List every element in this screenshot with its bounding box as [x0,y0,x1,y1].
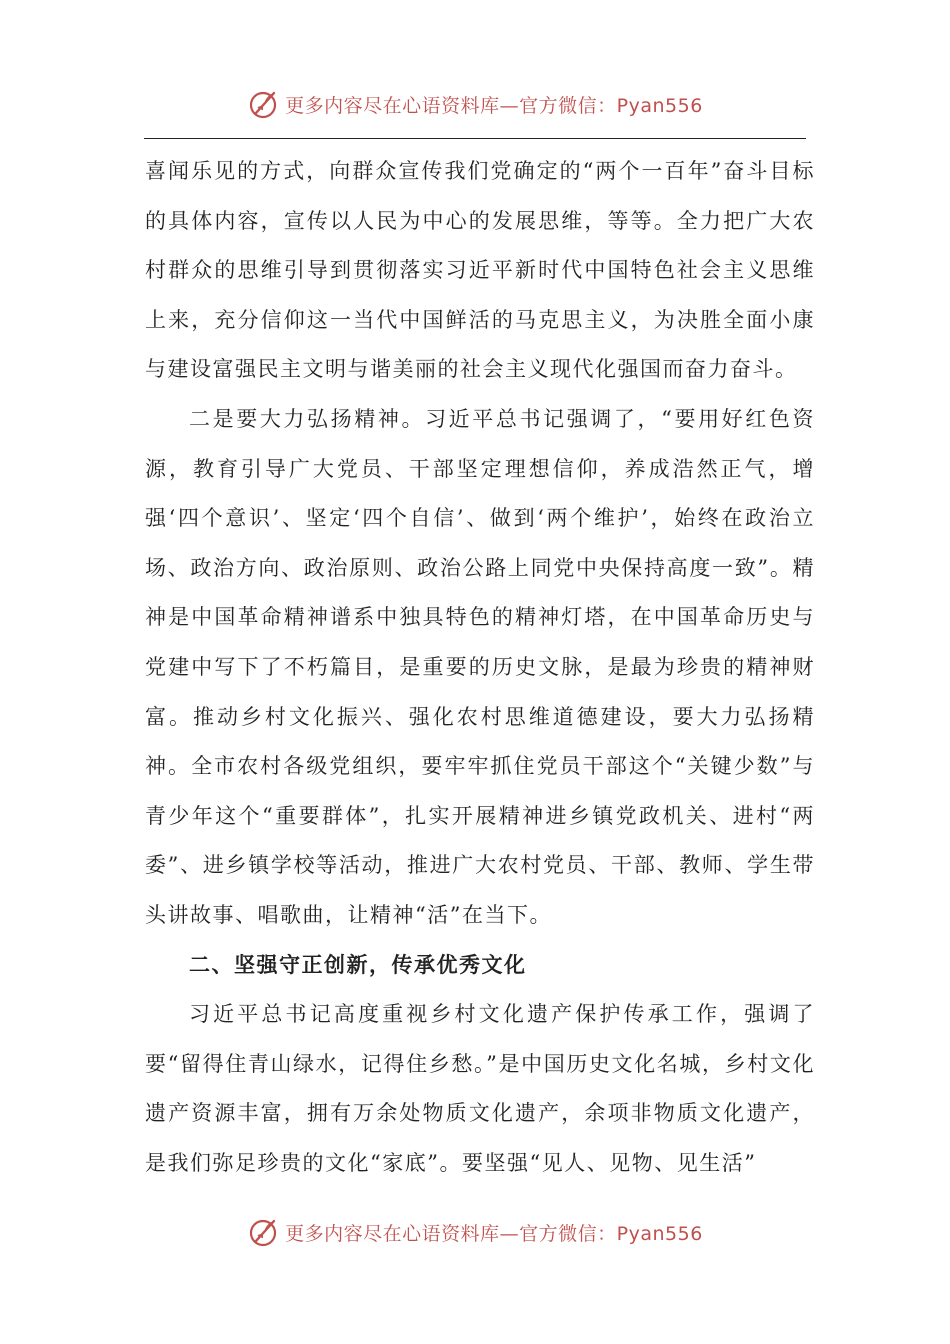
header-banner [0,84,950,124]
footer-wechat-id: Pyan556 [616,1222,703,1245]
header-wechat-id: Pyan556 [616,94,703,117]
footer-banner [0,1212,950,1252]
paragraph-3: 习近平总书记高度重视乡村文化遗产保护传承工作，强调了要“留得住青山绿水，记得住乡愁。”是中国历史文化名城，乡村文化遗产资源丰富，拥有万余处物质文化遗产，余项非物质文化遗产，是我们弥足珍贵的文化“家底”。要坚强“见人、见物、见生活” [145,1002,815,1175]
paragraph-1: 喜闻乐见的方式，向群众宣传我们党确定的“两个一百年”奋斗目标的具体内容，宣传以人民为中心的发展思维，等等。全力把广大农村群众的思维引导到贯彻落实习近平新时代中国特色社会主义思维上来，充分信仰这一当代中国鲜活的马克思主义，为决胜全面小康与建设富强民主文明与谐美丽的社会主义现代化强国而奋力奋斗。 [145,159,815,382]
section-heading: 二、坚强守正创新，传承优秀文化 [189,952,527,977]
quill-pen-logo-icon [247,1215,281,1249]
footer-banner-label: 更多内容尽在心语资料库—官方微信： [285,1222,617,1245]
header-divider [144,138,806,139]
header-banner-text [285,91,703,118]
footer-banner-text [285,1219,703,1246]
paragraph-2: 二是要大力弘扬精神。习近平总书记强调了，“要用好红色资源，教育引导广大党员、干部坚定理想信仰，养成浩然正气，增强‘四个意识’、坚定‘四个自信’、做到‘两个维护’，始终在政治立场、政治方向、政治原则、政治公路上同党中央保持高度一致”。精神是中国革命精神谱系中独具特色的精神灯塔，在中国革命历史与党建中写下了不朽篇目，是重要的历史文脉，是最为珍贵的精神财富。推动乡村文化振兴、强化农村思维道德建设，要大力弘扬精神。全市农村各级党组织，要牢牢抓住党员干部这个“关键少数”与青少年这个“重要群体”，扎实开展精神进乡镇党政机关、进村“两委”、进乡镇学校等活动，推进广大农村党员、干部、教师、学生带头讲故事、唱歌曲，让精神“活”在当下。 [145,406,815,927]
document-body [145,147,815,1188]
quill-pen-logo-icon [247,87,281,121]
header-banner-label: 更多内容尽在心语资料库—官方微信： [285,94,617,117]
